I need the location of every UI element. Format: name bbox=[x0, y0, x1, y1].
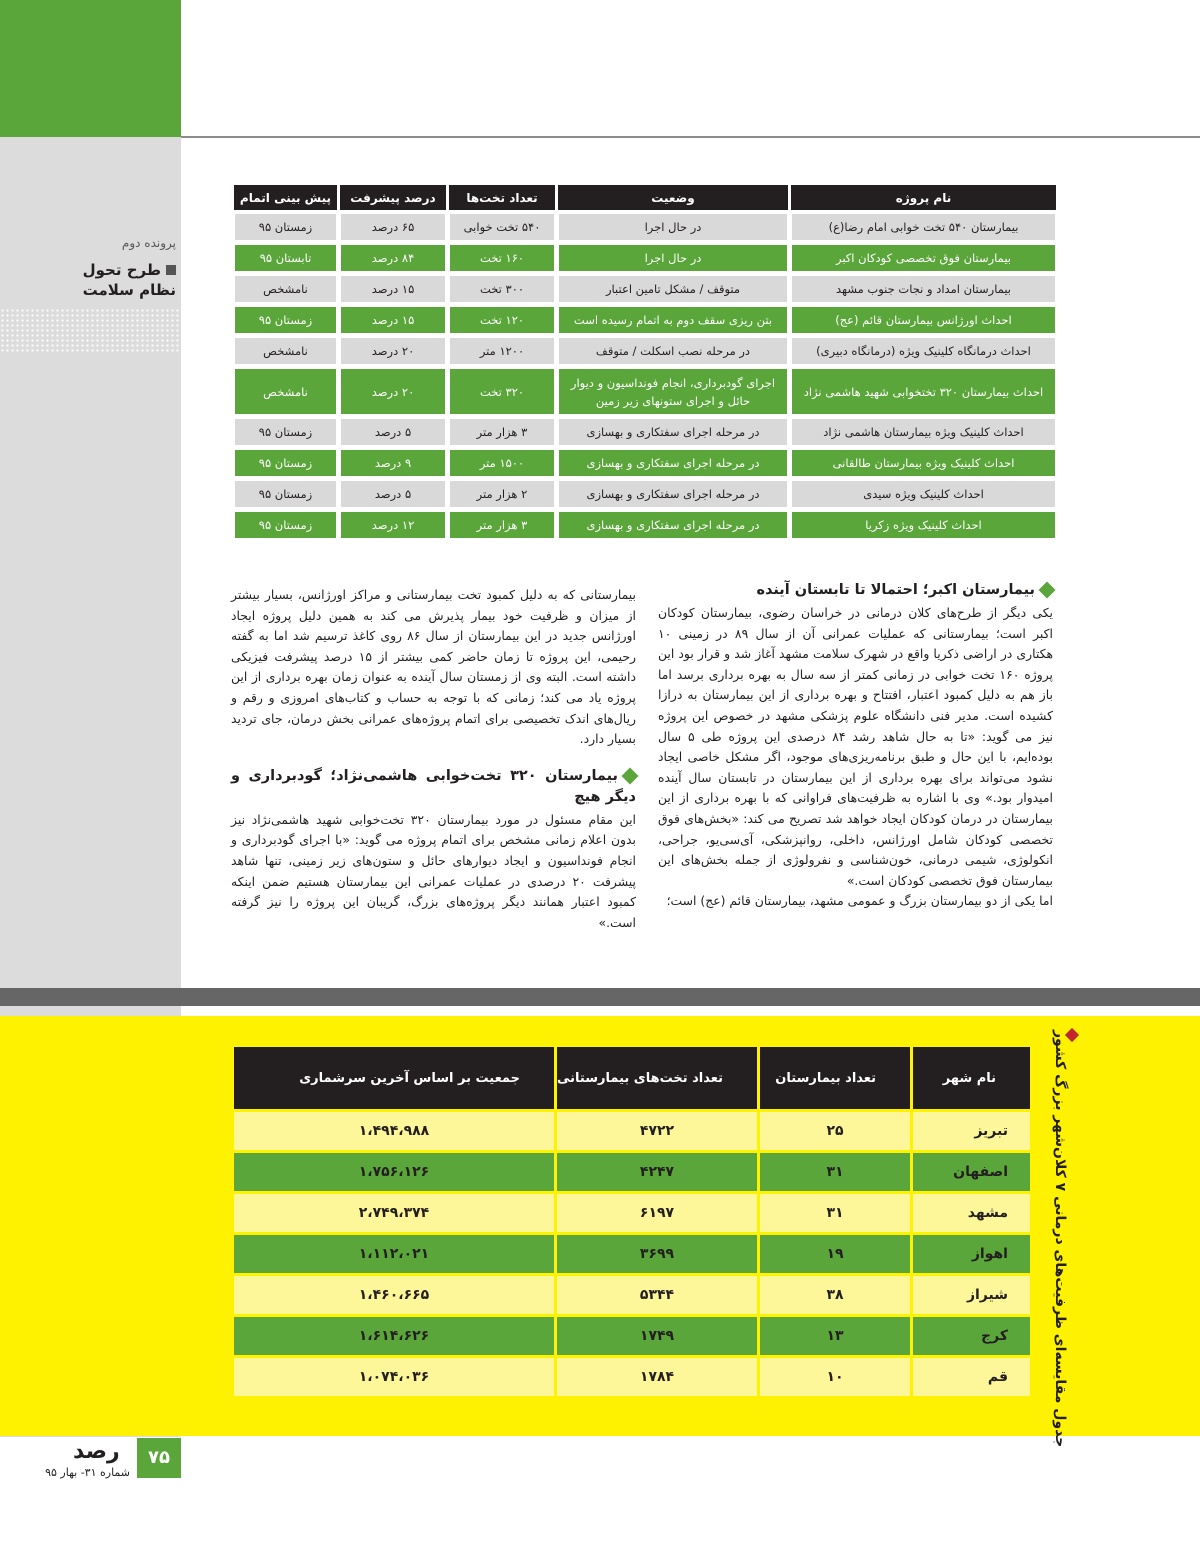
table-row bbox=[234, 1317, 1030, 1355]
header-project-name: نام پروژه bbox=[791, 185, 1056, 210]
cell-hospitals: ۳۸ bbox=[760, 1276, 910, 1314]
header-city: نام شهر bbox=[913, 1047, 1030, 1109]
cell-status: متوقف / مشکل تامین اعتبار bbox=[558, 275, 788, 303]
diamond-bullet-icon bbox=[1039, 582, 1056, 599]
cell-progress: ۲۰ درصد bbox=[340, 337, 446, 365]
cell-status: در حال اجرا bbox=[558, 244, 788, 272]
magazine-logo: رصد bbox=[73, 1439, 120, 1464]
table-row bbox=[234, 480, 1056, 508]
city-table-header bbox=[234, 1047, 1030, 1109]
cell-status: بتن ریزی سقف دوم به اتمام رسیده است bbox=[558, 306, 788, 334]
cell-project: احداث درمانگاه کلینیک ویژه (درمانگاه دبیری) bbox=[791, 337, 1056, 365]
cell-progress: ۹ درصد bbox=[340, 449, 446, 477]
cell-project: احداث کلینیک ویژه زکریا bbox=[791, 511, 1056, 539]
table-row bbox=[234, 1194, 1030, 1232]
cell-beds: ۳ هزار متر bbox=[449, 511, 555, 539]
cell-status: در مرحله اجرای سفتکاری و بهسازی bbox=[558, 480, 788, 508]
table-row bbox=[234, 1112, 1030, 1150]
cell-beds: ۳ هزار متر bbox=[449, 418, 555, 446]
table-row bbox=[234, 337, 1056, 365]
cell-city: قم bbox=[913, 1358, 1030, 1396]
cell-completion: زمستان ۹۵ bbox=[234, 306, 337, 334]
cell-city: مشهد bbox=[913, 1194, 1030, 1232]
header-hospitals: تعداد بیمارستان bbox=[760, 1047, 910, 1109]
diamond-bullet-icon bbox=[622, 767, 639, 784]
cell-progress: ۵ درصد bbox=[340, 480, 446, 508]
cell-project: احداث کلینیک ویژه بیمارستان طالقانی bbox=[791, 449, 1056, 477]
projects-table-header bbox=[234, 185, 1056, 210]
cell-population: ۱،۶۱۴،۶۲۶ bbox=[234, 1317, 554, 1355]
cell-completion: نامشخص bbox=[234, 275, 337, 303]
cell-population: ۱،۷۵۶،۱۲۶ bbox=[234, 1153, 554, 1191]
article-left-column bbox=[231, 585, 636, 933]
cell-project: احداث بیمارستان ۳۲۰ تختخوابی شهید هاشمی نژاد bbox=[791, 368, 1056, 415]
table-row bbox=[234, 1358, 1030, 1396]
cell-completion: زمستان ۹۵ bbox=[234, 213, 337, 241]
cell-beds: ۱۷۴۹ bbox=[557, 1317, 757, 1355]
header-population: جمعیت بر اساس آخرین سرشماری bbox=[234, 1047, 554, 1109]
city-comparison-table bbox=[231, 1044, 1033, 1399]
cell-completion: تابستان ۹۵ bbox=[234, 244, 337, 272]
table-row bbox=[234, 275, 1056, 303]
cell-beds: ۶۱۹۷ bbox=[557, 1194, 757, 1232]
cell-project: بیمارستان امداد و نجات جنوب مشهد bbox=[791, 275, 1056, 303]
cell-completion: زمستان ۹۵ bbox=[234, 511, 337, 539]
article-paragraph: یکی دیگر از طرح‌های کلان درمانی در خراسان رضوی، بیمارستان کودکان اکبر است؛ بیمارستانی که عملیات عمرانی آن از سال ۸۹ در زمینی ۱۰ هکتاری در اراضی ذکریا واقع در شهرک سلامت مشهد آغاز شد و قرار بود این پروژه ۱۶۰ تخت خوابی در زمانی کمتر از سه سال به بهره برداری برسد اما باز هم به دلیل کمبود اعتبار، افتتاح و بهره برداری از این بیمارستان به درازا کشیده است. مدیر فنی دانشگاه علوم پزشکی مشهد در خصوص این پروژه نیز می گوید: «تا به حال شاهد رشد ۸۴ درصدی این پروژه طی ۵ سال بوده‌ایم، با این حال و طبق برنامه‌ریزی‌های موجود، اگر مشکل خاصی ایجاد نشود می‌تواند برای بهره برداری از این بیمارستان در تابستان سال آینده امیدوار بود.» وی با اشاره به ظرفیت‌های فراوانی که با بهره برداری از این بیمارستان در درمان کودکان ایجاد خواهد شد تصریح می کند: «بخش‌های فوق تخصصی کودکان شامل اورژانس، داخلی، روانپزشکی، آی‌سی‌یو، جراحی، انکولوژی، شیمی درمانی، خون‌شناسی و نفرولوژی از جمله بخش‌های این بیمارستان فوق تخصصی کودکان است.» bbox=[658, 605, 1053, 888]
header-divider bbox=[181, 136, 1200, 138]
cell-hospitals: ۱۹ bbox=[760, 1235, 910, 1273]
cell-completion: نامشخص bbox=[234, 368, 337, 415]
cell-completion: زمستان ۹۵ bbox=[234, 480, 337, 508]
table-row bbox=[234, 213, 1056, 241]
article-paragraph: بیمارستانی که به دلیل کمبود تخت بیمارستانی و مراکز اورژانس، بسیار بیشتر از میزان و ظرفیت خود بیمار پذیرش می کند به همین دلیل پروژه ایجاد اورژانس جدید در این بیمارستان از سال ۸۶ روی کاغذ ترسیم شد اما به گفته رحیمی، این پروژه تا زمان حاضر کمی بیشتر از ۱۵ درصد پیشرفت فیزیکی داشته است. البته وی از زمستان سال آینده به عنوان زمان بهره برداری از این پروژه یاد می کند؛ زمانی که با توجه به حساب و کتاب‌های امروزی و رقم و ریال‌های اندک تخصیصی برای اتمام پروژه‌های عمرانی بخش درمان، جای تردید بسیار دارد. bbox=[231, 587, 636, 747]
cell-beds: ۱۷۸۴ bbox=[557, 1358, 757, 1396]
header-status: وضعیت bbox=[558, 185, 788, 210]
table-row bbox=[234, 511, 1056, 539]
cell-city: اهواز bbox=[913, 1235, 1030, 1273]
cell-progress: ۵ درصد bbox=[340, 418, 446, 446]
city-table-caption-text: جدول مقایسه‌ای ظرفیت‌های درمانی ۷ کلان‌شهر بزرگ کشور bbox=[1052, 1030, 1068, 1448]
section-divider-bar bbox=[0, 988, 1200, 1006]
cell-city: کرج bbox=[913, 1317, 1030, 1355]
square-bullet-icon bbox=[166, 265, 176, 275]
table-row bbox=[234, 1153, 1030, 1191]
cell-progress: ۶۵ درصد bbox=[340, 213, 446, 241]
cell-beds: ۱۲۰۰ متر bbox=[449, 337, 555, 365]
header-completion: پیش بینی اتمام bbox=[234, 185, 337, 210]
cell-beds: ۲ هزار متر bbox=[449, 480, 555, 508]
cell-beds: ۳۲۰ تخت bbox=[449, 368, 555, 415]
cell-completion: زمستان ۹۵ bbox=[234, 449, 337, 477]
cell-hospitals: ۳۱ bbox=[760, 1153, 910, 1191]
cell-progress: ۸۴ درصد bbox=[340, 244, 446, 272]
table-row bbox=[234, 244, 1056, 272]
cell-project: احداث اورژانس بیمارستان قائم (عج) bbox=[791, 306, 1056, 334]
section-title-line2: نظام سلامت bbox=[82, 281, 176, 299]
cell-progress: ۱۵ درصد bbox=[340, 275, 446, 303]
article-heading bbox=[658, 580, 1053, 601]
cell-population: ۱،۱۱۲،۰۲۱ bbox=[234, 1235, 554, 1273]
cell-project: احداث کلینیک ویژه سیدی bbox=[791, 480, 1056, 508]
section-label: پرونده دوم bbox=[121, 236, 176, 250]
cell-beds: ۳۶۹۹ bbox=[557, 1235, 757, 1273]
cell-beds: ۱۶۰ تخت bbox=[449, 244, 555, 272]
cell-status: در مرحله اجرای سفتکاری و بهسازی bbox=[558, 449, 788, 477]
cell-beds: ۱۵۰۰ متر bbox=[449, 449, 555, 477]
projects-table bbox=[231, 182, 1059, 542]
cell-status: در مرحله اجرای سفتکاری و بهسازی bbox=[558, 418, 788, 446]
cell-city: اصفهان bbox=[913, 1153, 1030, 1191]
cell-city: تبریز bbox=[913, 1112, 1030, 1150]
cell-beds: ۴۷۲۲ bbox=[557, 1112, 757, 1150]
cell-city: شیراز bbox=[913, 1276, 1030, 1314]
table-row bbox=[234, 418, 1056, 446]
sidebar-green-block bbox=[0, 0, 181, 137]
cell-project: احداث کلینیک ویژه بیمارستان هاشمی نژاد bbox=[791, 418, 1056, 446]
article-heading bbox=[231, 766, 636, 808]
article-heading-text: بیمارستان ۳۲۰ تخت‌خوابی هاشمی‌نژاد؛ گودبرداری و دیگر هیچ bbox=[231, 767, 636, 805]
cell-population: ۱،۰۷۴،۰۳۶ bbox=[234, 1358, 554, 1396]
cell-status: اجرای گودبرداری، انجام فونداسیون و دیوار حائل و اجرای ستونهای زیر زمین bbox=[558, 368, 788, 415]
cell-status: در مرحله نصب اسکلت / متوقف bbox=[558, 337, 788, 365]
table-row bbox=[234, 449, 1056, 477]
cell-hospitals: ۳۱ bbox=[760, 1194, 910, 1232]
table-row bbox=[234, 306, 1056, 334]
cell-progress: ۲۰ درصد bbox=[340, 368, 446, 415]
cell-population: ۲،۷۴۹،۳۷۴ bbox=[234, 1194, 554, 1232]
cell-beds: ۵۳۴۴ bbox=[557, 1276, 757, 1314]
page-number: ۷۵ bbox=[137, 1438, 181, 1478]
article-paragraph: اما یکی از دو بیمارستان بزرگ و عمومی مشهد، بیمارستان قائم (عج) است؛ bbox=[666, 893, 1053, 909]
cell-hospitals: ۱۰ bbox=[760, 1358, 910, 1396]
cell-completion: نامشخص bbox=[234, 337, 337, 365]
cell-population: ۱،۴۹۴،۹۸۸ bbox=[234, 1112, 554, 1150]
section-title bbox=[83, 260, 176, 300]
cell-progress: ۱۵ درصد bbox=[340, 306, 446, 334]
cell-status: در مرحله اجرای سفتکاری و بهسازی bbox=[558, 511, 788, 539]
table-row bbox=[234, 368, 1056, 415]
table-row bbox=[234, 1276, 1030, 1314]
cell-beds: ۴۲۴۷ bbox=[557, 1153, 757, 1191]
issue-info: شماره ۳۱- بهار ۹۵ bbox=[45, 1466, 130, 1479]
cell-hospitals: ۲۵ bbox=[760, 1112, 910, 1150]
article-right-column bbox=[658, 580, 1053, 912]
header-progress: درصد پیشرفت bbox=[340, 185, 446, 210]
header-hospital-beds: تعداد تخت‌های بیمارستانی bbox=[557, 1047, 757, 1109]
article-paragraph: این مقام مسئول در مورد بیمارستان ۳۲۰ تخت‌خوابی شهید هاشمی‌نژاد نیز بدون اعلام زمانی مشخص برای اتمام پروژه می گوید: «با اجرای گودبرداری و انجام فونداسیون و ایجاد دیوارهای حائل و ستون‌های زیر زمینی، تنها شاهد پیشرفت ۲۰ درصدی در عملیات عمرانی این بیمارستان هستیم ضمن اینکه کمبود اعتبار همانند دیگر پروژه‌های بزرگ، گریبان این پروژه را نیز گرفته است.» bbox=[231, 811, 636, 930]
header-beds: تعداد تخت‌ها bbox=[449, 185, 555, 210]
cell-hospitals: ۱۳ bbox=[760, 1317, 910, 1355]
cell-progress: ۱۲ درصد bbox=[340, 511, 446, 539]
sidebar-dot-pattern bbox=[0, 308, 181, 352]
cell-beds: ۳۰۰ تخت bbox=[449, 275, 555, 303]
cell-status: در حال اجرا bbox=[558, 213, 788, 241]
table-row bbox=[234, 1235, 1030, 1273]
cell-population: ۱،۴۶۰،۶۶۵ bbox=[234, 1276, 554, 1314]
cell-project: بیمارستان فوق تخصصی کودکان اکبر bbox=[791, 244, 1056, 272]
cell-completion: زمستان ۹۵ bbox=[234, 418, 337, 446]
cell-beds: ۱۲۰ تخت bbox=[449, 306, 555, 334]
cell-project: بیمارستان ۵۴۰ تخت خوابی امام رضا(ع) bbox=[791, 213, 1056, 241]
section-title-line1: طرح تحول bbox=[82, 261, 161, 279]
city-table-caption bbox=[1030, 1030, 1090, 1448]
article-heading-text: بیمارستان اکبر؛ احتمالا تا تابستان آینده bbox=[756, 582, 1035, 598]
cell-beds: ۵۴۰ تخت خوابی bbox=[449, 213, 555, 241]
